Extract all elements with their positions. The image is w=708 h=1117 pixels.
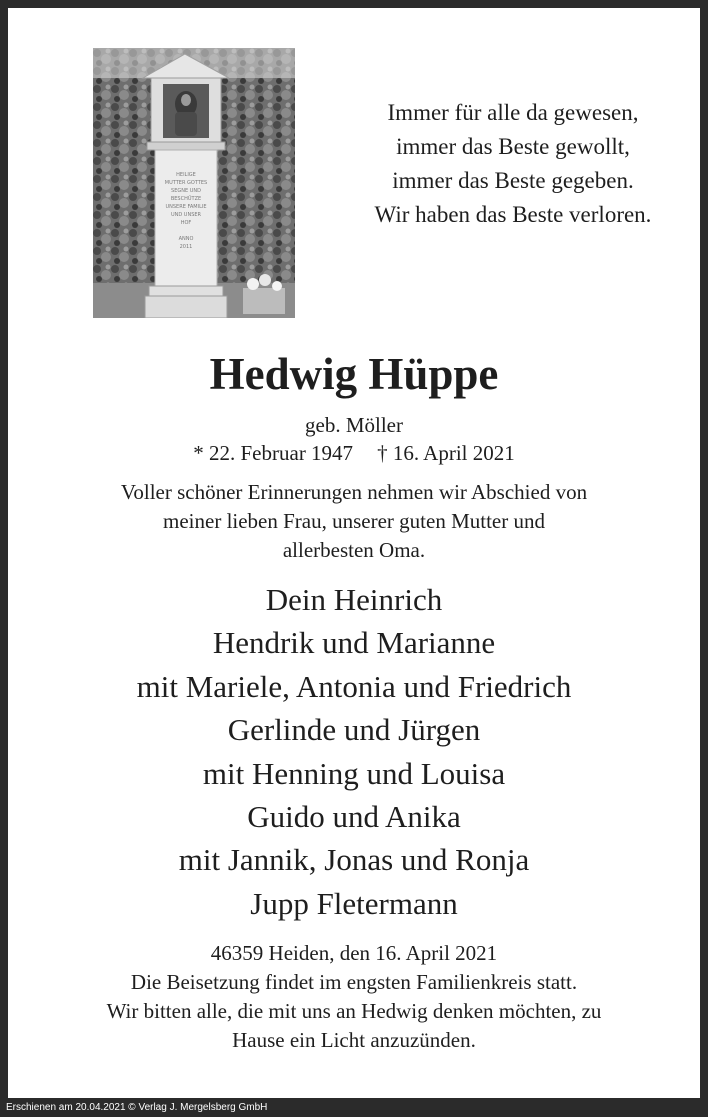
plaque-text-line: ANNO [178,236,194,242]
obituary-notice [8,8,700,1098]
candle-request: Wir bitten alle, die mit uns an Hedwig denken möchten, zu [106,999,602,1023]
farewell-line: meiner lieben Frau, unserer guten Mutter und [163,509,545,533]
mourner-line: Dein Heinrich [265,582,443,617]
poem-line: immer das Beste gegeben. [392,168,634,193]
birth-date: * 22. Februar 1947 [193,441,354,465]
mourner-line: Guido und Anika [247,799,461,835]
plaque-text-line: 2011 [179,244,193,250]
closing-notice [8,939,700,1055]
mourner-line: Jupp Fletermann [250,885,458,921]
plaque-text-line: HEILIGE [176,172,196,178]
plaque-text-line: UND UNSER [170,212,202,218]
farewell-line: Voller schöner Erinnerungen nehmen wir Abschied von [120,480,588,504]
poem-line: Immer für alle da gewesen, [387,100,639,125]
poem-line: Wir haben das Beste verloren. [374,202,652,227]
memorial-poem [338,96,688,232]
mourner-line: mit Henning und Louisa [202,755,506,791]
mourner-line: Hendrik und Marianne [212,625,496,661]
plaque-text-line: BESCHÜTZE [170,196,202,202]
mourner-line: mit Mariele, Antonia und Friedrich [136,668,572,704]
deceased-name: Hedwig Hüppe [209,349,499,399]
plaque-text-line: HOF [180,220,192,226]
death-date: † 16. April 2021 [377,441,515,465]
mourner-line: Gerlinde und Jürgen [227,712,481,748]
funeral-note: Die Beisetzung findet im engsten Familienkreis statt. [130,970,578,994]
plaque-text-line: MUTTER GOTTES [164,180,208,186]
plaque-text-line: UNSERE FAMILIE [165,204,207,210]
plaque-text-line: SEGNE UND [171,188,201,194]
mourner-line: mit Jannik, Jonas und Ronja [178,842,530,878]
maiden-name: geb. Möller [305,413,403,437]
place-date: 46359 Heiden, den 16. April 2021 [210,941,498,965]
life-dates [8,439,700,467]
poem-line: immer das Beste gewollt, [396,134,630,159]
wayside-shrine-photo [93,48,295,318]
farewell-line: allerbesten Oma. [282,538,426,562]
candle-request: Hause ein Licht anzuzünden. [232,1028,476,1052]
farewell-text [8,478,700,565]
publication-footer: Erschienen am 20.04.2021 © Verlag J. Mergelsberg GmbH [6,1102,268,1113]
mourners-list [8,578,700,925]
